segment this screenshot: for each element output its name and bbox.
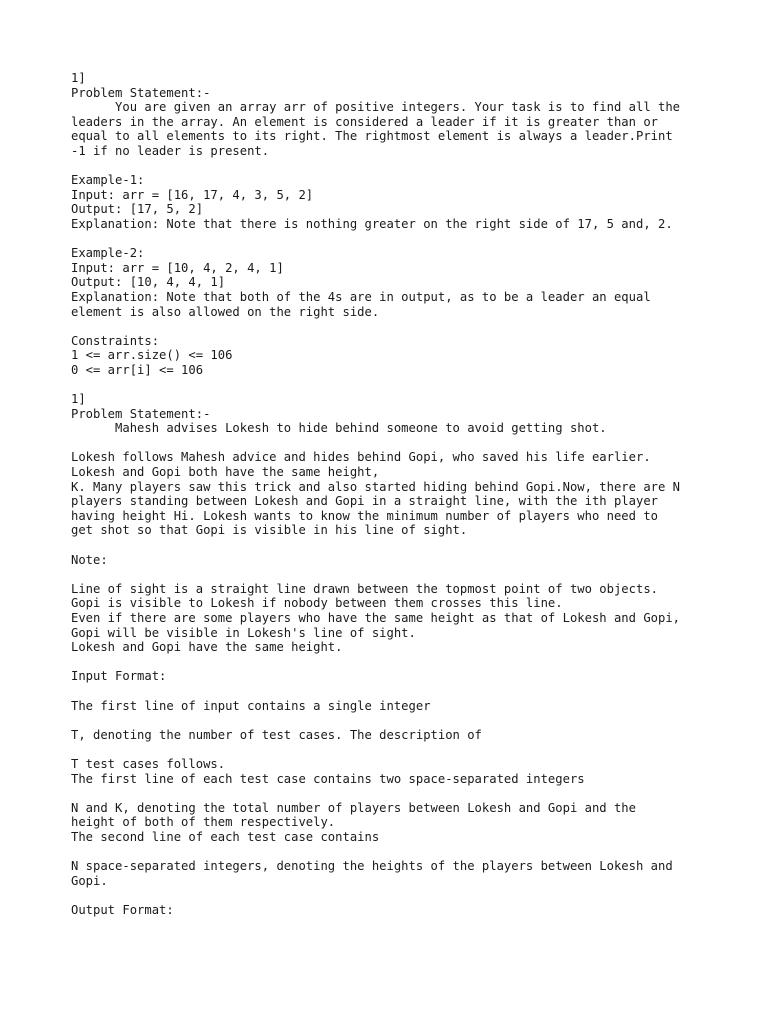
text-line (71, 567, 711, 582)
text-line: The first line of each test case contains two space-separated integers (71, 771, 585, 786)
text-line: Lokesh and Gopi have the same height. (71, 640, 343, 655)
text-line (71, 319, 711, 334)
text-line: Gopi is visible to Lokesh if nobody between them crosses this line. (71, 596, 563, 611)
text-line (71, 436, 711, 451)
text-line: Line of sight is a straight line drawn between the topmost point of two objects. (71, 581, 658, 596)
text-line: 1] (71, 392, 86, 407)
text-line: Gopi. (71, 873, 108, 888)
text-line: 1 <= arr.size() <= 106 (71, 348, 233, 363)
text-line: Lokesh and Gopi both have the same height, (71, 465, 380, 480)
text-line (71, 844, 711, 859)
text-line: element is also allowed on the right side. (71, 304, 380, 319)
text-line: Example-1: (71, 173, 145, 188)
text-line: Mahesh advises Lokesh to hide behind someone to avoid getting shot. (71, 421, 607, 436)
text-line: leaders in the array. An element is considered a leader if it is greater than or (71, 114, 658, 129)
text-line: Problem Statement:- (71, 406, 211, 421)
text-line (71, 538, 711, 553)
text-line: Output: [10, 4, 4, 1] (71, 275, 226, 290)
text-line: You are given an array arr of positive integers. Your task is to find all the (71, 100, 681, 115)
text-line: Lokesh follows Mahesh advice and hides behind Gopi, who saved his life earlier. (71, 450, 651, 465)
text-line: Example-2: (71, 246, 145, 261)
text-line: Explanation: Note that both of the 4s are in output, as to be a leader an equal (71, 289, 651, 304)
text-line: Problem Statement:- (71, 85, 211, 100)
text-line: 1] (71, 71, 86, 85)
text-line: N and K, denoting the total number of players between Lokesh and Gopi and the (71, 800, 636, 815)
text-line (71, 684, 711, 699)
text-line: Constraints: (71, 333, 160, 348)
text-line: Note: (71, 552, 108, 567)
text-line: N space-separated integers, denoting the heights of the players between Lokesh and (71, 859, 673, 874)
text-line: having height Hi. Lokesh wants to know the minimum number of players who need to (71, 508, 658, 523)
text-line (71, 742, 711, 757)
text-line (71, 377, 711, 392)
text-line: K. Many players saw this trick and also started hiding behind Gopi.Now, there are N (71, 479, 681, 494)
text-line: T, denoting the number of test cases. The description of (71, 727, 482, 742)
text-line: The first line of input contains a single integer (71, 698, 431, 713)
text-line: get shot so that Gopi is visible in his line of sight. (71, 523, 468, 538)
text-line (71, 232, 711, 247)
text-line (71, 786, 711, 801)
text-line: players standing between Lokesh and Gopi in a straight line, with the ith player (71, 494, 658, 509)
text-line: T test cases follows. (71, 756, 226, 771)
text-line: Output Format: (71, 902, 174, 917)
text-line: Output: [17, 5, 2] (71, 202, 204, 217)
text-line: Gopi will be visible in Lokesh's line of sight. (71, 625, 416, 640)
text-line (71, 655, 711, 670)
text-line: The second line of each test case contains (71, 829, 380, 844)
text-line (71, 713, 711, 728)
text-line: Input: arr = [16, 17, 4, 3, 5, 2] (71, 187, 314, 202)
text-line: 0 <= arr[i] <= 106 (71, 362, 204, 377)
document-body (71, 71, 711, 917)
text-line: height of both of them respectively. (71, 815, 336, 830)
text-line (71, 159, 711, 174)
text-line: -1 if no leader is present. (71, 143, 270, 158)
text-line: Explanation: Note that there is nothing greater on the right side of 17, 5 and, 2. (71, 216, 673, 231)
text-line: Input Format: (71, 669, 167, 684)
text-line: Even if there are some players who have the same height as that of Lokesh and Gopi, (71, 610, 681, 625)
text-line (71, 888, 711, 903)
text-line: Input: arr = [10, 4, 2, 4, 1] (71, 260, 284, 275)
text-line: equal to all elements to its right. The rightmost element is always a leader.Print (71, 129, 673, 144)
